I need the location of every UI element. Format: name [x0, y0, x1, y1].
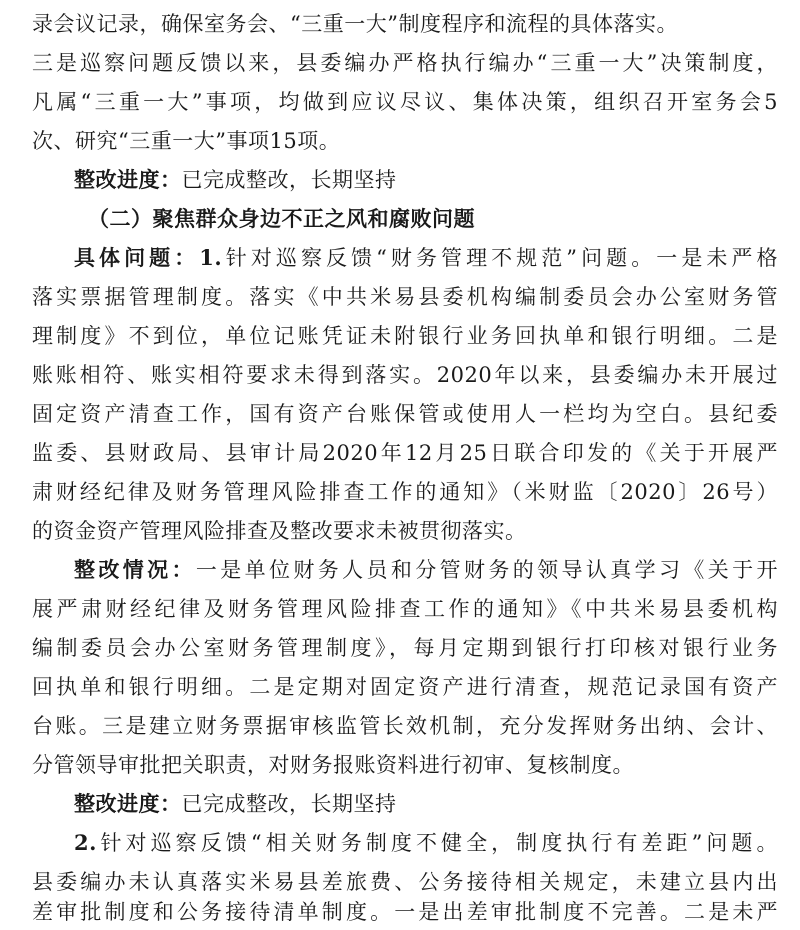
text-line [32, 591, 778, 627]
line-text: 肃财经纪律及财务管理风险排查工作的通知》（米财监〔2020〕26号） [32, 480, 778, 504]
text-line [32, 396, 778, 432]
line-text: 回执单和银行明细。二是定期对固定资产进行清查，规范记录国有资产 [32, 675, 778, 699]
problem-label: 具体问题：1. [74, 245, 223, 270]
progress-line [74, 786, 778, 822]
line-text: 次、研究“三重一大”事项15项。 [32, 129, 341, 153]
line-text: 已完成整改，长期坚持 [181, 792, 397, 816]
line-text: 账账相符、账实相符要求未得到落实。2020年以来，县委编办未开展过 [32, 363, 778, 387]
line-text: 针对巡察反馈“财务管理不规范”问题。一是未严格 [222, 246, 778, 270]
line-text: 理制度》不到位，单位记账凭证未附银行业务回执单和银行明细。二是 [32, 324, 778, 348]
section-heading [88, 201, 778, 237]
text-line [32, 747, 778, 783]
text-line [32, 6, 778, 42]
problem-line [74, 240, 778, 276]
problem-line [74, 825, 778, 861]
text-line [32, 84, 778, 120]
line-text: 分管领导审批把关职责，对财务报账资料进行初审、复核制度。 [32, 753, 634, 777]
line-text: 台账。三是建立财务票据审核监管长效机制，充分发挥财务出纳、会计、 [32, 714, 778, 738]
text-line [32, 318, 778, 354]
line-text: 针对巡察反馈“相关财务制度不健全，制度执行有差距”问题。 [96, 831, 778, 855]
text-line [32, 894, 778, 930]
text-line [32, 669, 778, 705]
text-line [32, 279, 778, 315]
progress-label: 整改进度： [74, 167, 182, 192]
problem-number: 2. [74, 830, 97, 855]
status-line [74, 552, 778, 588]
text-line [32, 474, 778, 510]
line-text: 监委、县财政局、县审计局2020年12月25日联合印发的《关于开展严 [32, 441, 778, 465]
line-text: 落实票据管理制度。落实《中共米易县委机构编制委员会办公室财务管 [32, 285, 778, 309]
line-text: 县委编办未认真落实米易县差旅费、公务接待相关规定，未建立县内出 [32, 870, 778, 894]
line-text: 一是单位财务人员和分管财务的领导认真学习《关于开 [195, 558, 778, 582]
line-text: 差审批制度和公务接待清单制度。一是出差审批制度不完善。二是未严 [32, 900, 778, 924]
text-line [32, 45, 778, 81]
line-text: 编制委员会办公室财务管理制度》，每月定期到银行打印核对银行业务 [32, 636, 778, 660]
text-line [32, 357, 778, 393]
line-text: 固定资产清查工作，国有资产台账保管或使用人一栏均为空白。县纪委 [32, 402, 778, 426]
line-text: 展严肃财经纪律及财务管理风险排查工作的通知》《中共米易县委机构 [32, 597, 778, 621]
text-line [32, 513, 778, 549]
line-text: （二）聚焦群众身边不正之风和腐败问题 [88, 206, 475, 231]
text-line [32, 630, 778, 666]
progress-label: 整改进度： [74, 791, 182, 816]
text-line [32, 123, 778, 159]
text-line [32, 708, 778, 744]
line-text: 录会议记录，确保室务会、“三重一大”制度程序和流程的具体落实。 [32, 12, 678, 36]
line-text: 已完成整改，长期坚持 [181, 168, 397, 192]
line-text: 凡属“三重一大”事项，均做到应议尽议、集体决策，组织召开室务会5 [32, 90, 778, 114]
line-text: 的资金资产管理风险排查及整改要求未被贯彻落实。 [32, 519, 527, 543]
line-text: 三是巡察问题反馈以来，县委编办严格执行编办“三重一大”决策制度， [32, 51, 778, 75]
status-label: 整改情况： [74, 557, 196, 582]
progress-line [74, 162, 778, 198]
text-line [32, 435, 778, 471]
